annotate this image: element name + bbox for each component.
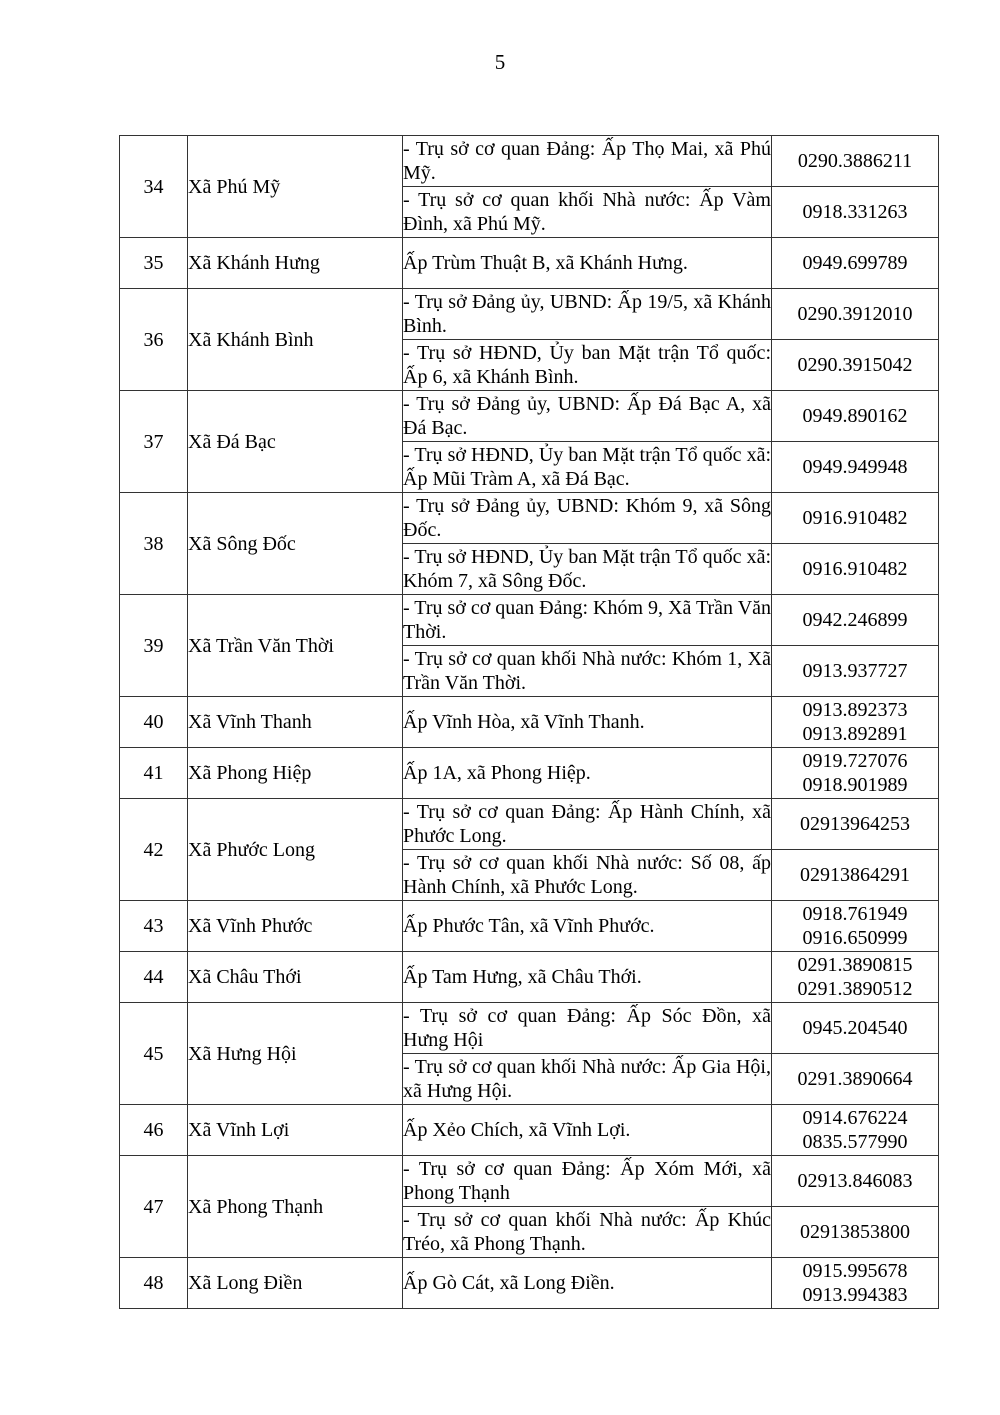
row-number-cell: 46 <box>120 1105 188 1156</box>
phone-cell <box>772 799 939 850</box>
office-address-cell: - Trụ sở cơ quan Đảng: Ấp Thọ Mai, xã Phú Mỹ. <box>403 136 772 187</box>
phone-cell <box>772 1105 939 1156</box>
phone-number: 0913.994383 <box>802 1284 908 1306</box>
office-address-cell: - Trụ sở cơ quan khối Nhà nước: Số 08, ấp Hành Chính, xã Phước Long. <box>403 850 772 901</box>
phone-number: 0919.727076 <box>802 750 908 772</box>
phone-number: 0918.901989 <box>802 774 908 796</box>
row-number-cell: 41 <box>120 748 188 799</box>
phone-cell <box>772 595 939 646</box>
phone-number: 0915.995678 <box>802 1260 908 1282</box>
table-row <box>120 697 939 748</box>
office-address-cell: Ấp Phước Tân, xã Vĩnh Phước. <box>403 901 772 952</box>
commune-name-cell: Xã Phong Hiệp <box>188 748 403 799</box>
office-address-cell: - Trụ sở Đảng ủy, UBND: Ấp 19/5, xã Khánh Bình. <box>403 289 772 340</box>
phone-number: 0913.937727 <box>802 660 908 682</box>
phone-number: 0291.3890815 <box>797 954 913 976</box>
office-address-cell: - Trụ sở Đảng ủy, UBND: Ấp Đá Bạc A, xã Đá Bạc. <box>403 391 772 442</box>
table-row <box>120 391 939 442</box>
table-row <box>120 901 939 952</box>
commune-name-cell: Xã Khánh Hưng <box>188 238 403 289</box>
phone-cell <box>772 901 939 952</box>
commune-name-cell: Xã Vĩnh Thanh <box>188 697 403 748</box>
table-row <box>120 136 939 187</box>
phone-cell <box>772 1258 939 1309</box>
phone-number: 02913853800 <box>800 1221 910 1243</box>
phone-cell <box>772 391 939 442</box>
phone-number: 0916.910482 <box>802 507 908 529</box>
office-address-cell: - Trụ sở cơ quan Đảng: Ấp Sóc Đồn, xã Hưng Hội <box>403 1003 772 1054</box>
phone-number: 0835.577990 <box>802 1131 908 1153</box>
phone-cell <box>772 952 939 1003</box>
phone-number: 0949.949948 <box>802 456 908 478</box>
phone-cell <box>772 850 939 901</box>
row-number-cell: 43 <box>120 901 188 952</box>
table-row <box>120 289 939 340</box>
phone-cell <box>772 136 939 187</box>
row-number-cell: 48 <box>120 1258 188 1309</box>
phone-number: 0291.3890512 <box>797 978 913 1000</box>
office-address-cell: - Trụ sở HĐND, Ủy ban Mặt trận Tổ quốc xã: Khóm 7, xã Sông Đốc. <box>403 544 772 595</box>
page-number: 5 <box>494 50 506 74</box>
office-address-cell: - Trụ sở cơ quan khối Nhà nước: Ấp Vàm Đình, xã Phú Mỹ. <box>403 187 772 238</box>
commune-name-cell: Xã Phong Thạnh <box>188 1156 403 1258</box>
row-number-cell: 39 <box>120 595 188 697</box>
phone-number: 0290.3886211 <box>797 150 913 172</box>
phone-cell <box>772 1207 939 1258</box>
office-address-cell: Ấp Xẻo Chích, xã Vĩnh Lợi. <box>403 1105 772 1156</box>
row-number-cell: 36 <box>120 289 188 391</box>
office-address-cell: Ấp Gò Cát, xã Long Điền. <box>403 1258 772 1309</box>
phone-cell <box>772 748 939 799</box>
phone-number: 0942.246899 <box>802 609 908 631</box>
phone-number: 0918.331263 <box>802 201 908 223</box>
table-row <box>120 952 939 1003</box>
phone-number: 0918.761949 <box>802 903 908 925</box>
office-address-cell: Ấp Vĩnh Hòa, xã Vĩnh Thanh. <box>403 697 772 748</box>
row-number-cell: 44 <box>120 952 188 1003</box>
table-body <box>120 136 939 1309</box>
office-address-cell: - Trụ sở cơ quan khối Nhà nước: Ấp Khúc Tréo, xã Phong Thạnh. <box>403 1207 772 1258</box>
table-row <box>120 493 939 544</box>
office-address-cell: Ấp Tam Hưng, xã Châu Thới. <box>403 952 772 1003</box>
row-number-cell: 34 <box>120 136 188 238</box>
office-address-cell: - Trụ sở cơ quan Đảng: Ấp Hành Chính, xã Phước Long. <box>403 799 772 850</box>
phone-cell <box>772 289 939 340</box>
phone-number: 0916.910482 <box>802 558 908 580</box>
office-address-cell: - Trụ sở cơ quan Đảng: Ấp Xóm Mới, xã Phong Thạnh <box>403 1156 772 1207</box>
commune-directory-table <box>119 135 939 1309</box>
phone-cell <box>772 1003 939 1054</box>
phone-number: 0291.3890664 <box>797 1068 913 1090</box>
row-number-cell: 40 <box>120 697 188 748</box>
commune-name-cell: Xã Châu Thới <box>188 952 403 1003</box>
phone-number: 02913964253 <box>800 813 910 835</box>
commune-name-cell: Xã Phước Long <box>188 799 403 901</box>
commune-name-cell: Xã Sông Đốc <box>188 493 403 595</box>
row-number-cell: 42 <box>120 799 188 901</box>
phone-cell <box>772 442 939 493</box>
table-row <box>120 1156 939 1207</box>
phone-number: 0913.892891 <box>802 723 908 745</box>
table-row <box>120 748 939 799</box>
table-row <box>120 238 939 289</box>
table-row <box>120 799 939 850</box>
office-address-cell: - Trụ sở Đảng ủy, UBND: Khóm 9, xã Sông Đốc. <box>403 493 772 544</box>
phone-cell <box>772 646 939 697</box>
phone-cell <box>772 697 939 748</box>
phone-cell <box>772 1054 939 1105</box>
row-number-cell: 45 <box>120 1003 188 1105</box>
phone-number: 0290.3912010 <box>797 303 913 325</box>
phone-cell <box>772 1156 939 1207</box>
row-number-cell: 35 <box>120 238 188 289</box>
phone-cell <box>772 238 939 289</box>
phone-number: 02913864291 <box>800 864 910 886</box>
phone-cell <box>772 340 939 391</box>
phone-cell <box>772 187 939 238</box>
commune-name-cell: Xã Khánh Bình <box>188 289 403 391</box>
phone-number: 0949.699789 <box>802 252 908 274</box>
phone-number: 0913.892373 <box>802 699 908 721</box>
table-row <box>120 595 939 646</box>
phone-number: 0949.890162 <box>802 405 908 427</box>
office-address-cell: - Trụ sở HĐND, Ủy ban Mặt trận Tổ quốc: Ấp 6, xã Khánh Bình. <box>403 340 772 391</box>
office-address-cell: - Trụ sở cơ quan khối Nhà nước: Khóm 1, Xã Trần Văn Thời. <box>403 646 772 697</box>
phone-cell <box>772 493 939 544</box>
commune-name-cell: Xã Vĩnh Lợi <box>188 1105 403 1156</box>
phone-number: 0290.3915042 <box>797 354 913 376</box>
phone-number: 02913.846083 <box>797 1170 913 1192</box>
phone-number: 0945.204540 <box>802 1017 908 1039</box>
table-row <box>120 1258 939 1309</box>
phone-number: 0914.676224 <box>802 1107 908 1129</box>
office-address-cell: - Trụ sở cơ quan Đảng: Khóm 9, Xã Trần Văn Thời. <box>403 595 772 646</box>
office-address-cell: Ấp Trùm Thuật B, xã Khánh Hưng. <box>403 238 772 289</box>
office-address-cell: - Trụ sở HĐND, Ủy ban Mặt trận Tổ quốc xã: Ấp Mũi Tràm A, xã Đá Bạc. <box>403 442 772 493</box>
commune-name-cell: Xã Hưng Hội <box>188 1003 403 1105</box>
phone-number: 0916.650999 <box>802 927 908 949</box>
commune-name-cell: Xã Đá Bạc <box>188 391 403 493</box>
commune-name-cell: Xã Vĩnh Phước <box>188 901 403 952</box>
commune-name-cell: Xã Phú Mỹ <box>188 136 403 238</box>
office-address-cell: Ấp 1A, xã Phong Hiệp. <box>403 748 772 799</box>
commune-name-cell: Xã Trần Văn Thời <box>188 595 403 697</box>
table-row <box>120 1105 939 1156</box>
row-number-cell: 47 <box>120 1156 188 1258</box>
phone-cell <box>772 544 939 595</box>
row-number-cell: 38 <box>120 493 188 595</box>
table-row <box>120 1003 939 1054</box>
commune-name-cell: Xã Long Điền <box>188 1258 403 1309</box>
row-number-cell: 37 <box>120 391 188 493</box>
office-address-cell: - Trụ sở cơ quan khối Nhà nước: Ấp Gia Hội, xã Hưng Hội. <box>403 1054 772 1105</box>
